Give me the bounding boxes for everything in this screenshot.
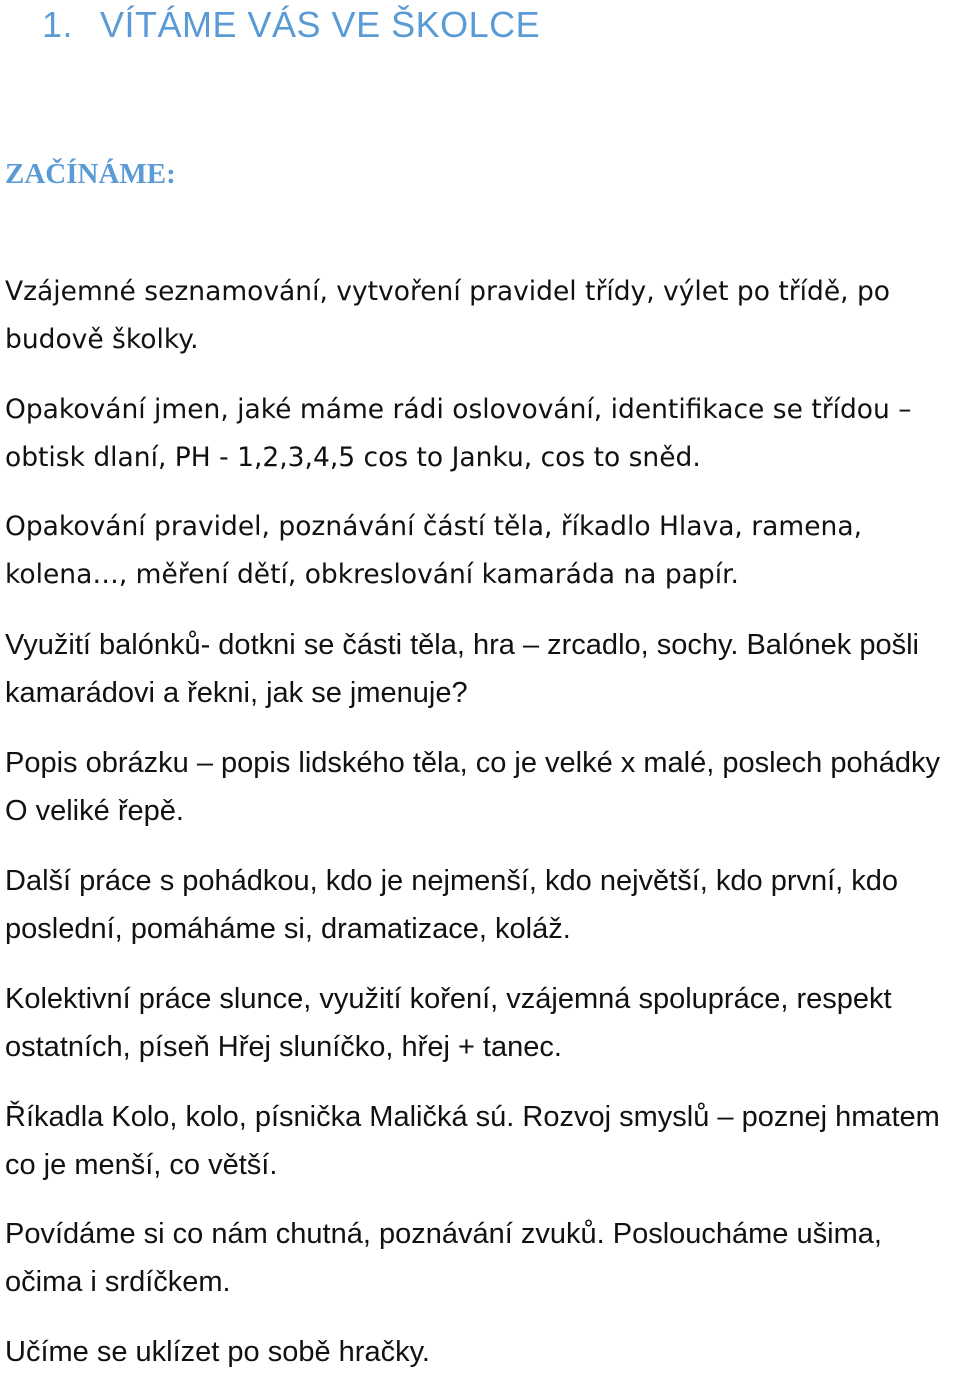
heading-number: 1. xyxy=(42,4,74,45)
paragraph-5: Popis obrázku – popis lidského těla, co je velké x malé, poslech pohádky O veliké řepě. xyxy=(5,747,940,827)
paragraph-6: Další práce s pohádkou, kdo je nejmenší, kdo největší, kdo první, kdo poslední, pomáháme si, dramatizace, koláž. xyxy=(5,865,899,945)
page-title xyxy=(42,4,540,46)
paragraph-1: Vzájemné seznamování, vytvoření pravidel třídy, výlet po třídě, po budově školky. xyxy=(5,276,891,355)
paragraph-10: Učíme se uklízet po sobě hračky. xyxy=(5,1336,430,1368)
paragraph-3: Opakování pravidel, poznávání částí těla, říkadlo Hlava, ramena, kolena…, měření dětí, obkreslování kamaráda na papír. xyxy=(5,511,862,590)
paragraph-8: Říkadla Kolo, kolo, písnička Maličká sú. Rozvoj smyslů – poznej hmatem co je menší, co větší. xyxy=(5,1101,940,1181)
paragraph-9: Povídáme si co nám chutná, poznávání zvuků. Posloucháme ušima, očima i srdíčkem. xyxy=(5,1218,882,1298)
section-heading: ZAČÍNÁME: xyxy=(5,158,176,190)
paragraph-4: Využití balónků- dotkni se části těla, hra – zrcadlo, sochy. Balónek pošli kamarádovi a řekni, jak se jmenuje? xyxy=(5,629,919,709)
heading-text: VÍTÁME VÁS VE ŠKOLCE xyxy=(100,4,541,45)
paragraph-7: Kolektivní práce slunce, využití koření, vzájemná spolupráce, respekt ostatních, píseň Hřej sluníčko, hřej + tanec. xyxy=(5,983,892,1063)
paragraph-2: Opakování jmen, jaké máme rádi oslovování, identifikace se třídou – obtisk dlaní, PH - 1,2,3,4,5 cos to Janku, cos to sněd. xyxy=(5,394,912,473)
